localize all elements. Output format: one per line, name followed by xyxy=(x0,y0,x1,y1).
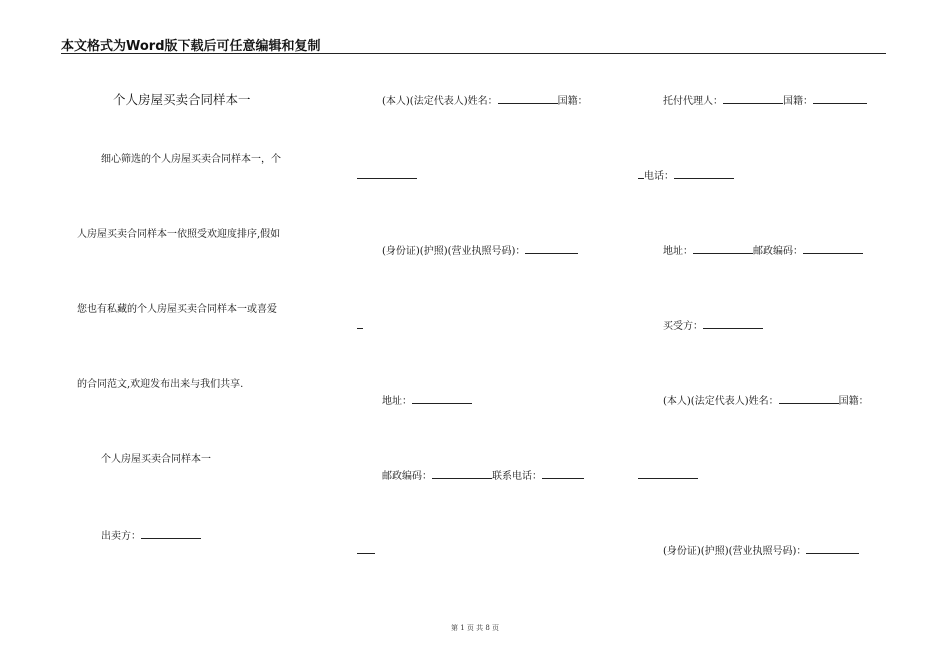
agent-phone-label: 电话： xyxy=(644,171,674,182)
intro-line-4: 的合同范文,欢迎发布出来与我们共享. xyxy=(77,379,244,390)
header-text: 本文格式为Word版下载后可任意编辑和复制 xyxy=(61,39,321,54)
seller-name-blank xyxy=(498,94,558,104)
seller-id-blank-cont xyxy=(357,319,363,329)
agent-nationality-blank xyxy=(813,94,867,104)
seller-nationality-blank xyxy=(357,169,417,179)
intro-line-2: 人房屋买卖合同样本一依照受欢迎度排序,假如 xyxy=(77,229,281,240)
seller-name-label: (本人)(法定代表人)姓名： xyxy=(382,96,498,107)
seller-id-row xyxy=(382,244,578,258)
seller-agent-blank xyxy=(723,94,783,104)
seller-address-label: 地址： xyxy=(382,396,412,407)
seller-name-row xyxy=(382,94,588,108)
buyer-nationality-label: 国籍： xyxy=(838,396,869,407)
intro-line-1: 细心筛选的个人房屋买卖合同样本一，个 xyxy=(101,154,281,165)
agent-address-label: 地址： xyxy=(663,246,693,257)
seller-blank xyxy=(141,529,201,539)
page-header xyxy=(61,35,886,54)
seller-agent-label: 托付代理人： xyxy=(663,96,723,107)
seller-phone-blank-cont xyxy=(357,544,375,554)
agent-address-row xyxy=(663,244,863,258)
buyer-row xyxy=(663,319,763,333)
buyer-id-row xyxy=(663,544,859,558)
seller-address-blank xyxy=(412,394,472,404)
seller-phone-label: 联系电话： xyxy=(492,471,542,482)
agent-address-blank xyxy=(693,244,753,254)
buyer-name-row xyxy=(663,394,869,408)
buyer-blank xyxy=(703,319,763,329)
seller-agent-row xyxy=(663,94,867,108)
buyer-name-blank xyxy=(779,394,839,404)
seller-postcode-label: 邮政编码： xyxy=(382,471,432,482)
seller-id-label: (身份证)(护照)(营业执照号码)： xyxy=(382,246,526,257)
seller-postcode-row xyxy=(382,469,584,483)
document-title: 个人房屋买卖合同样本一 xyxy=(113,92,251,107)
seller-postcode-blank xyxy=(432,469,492,479)
contract-subtitle: 个人房屋买卖合同样本一 xyxy=(101,454,211,465)
seller-row xyxy=(101,529,201,543)
buyer-label: 买受方： xyxy=(663,321,703,332)
buyer-nationality-row xyxy=(638,469,698,483)
seller-phone-blank xyxy=(542,469,584,479)
page-number-footer: 第 1 页 共 8 页 xyxy=(450,624,500,632)
seller-nationality-row xyxy=(357,169,417,183)
seller-phone-continue-row xyxy=(357,544,375,558)
seller-label: 出卖方： xyxy=(101,531,141,542)
seller-id-blank xyxy=(525,244,578,254)
agent-nationality-label: 国籍： xyxy=(783,96,813,107)
seller-nationality-label: 国籍： xyxy=(557,96,588,107)
seller-id-continue-row xyxy=(357,319,363,333)
agent-phone-row xyxy=(638,169,734,183)
buyer-nationality-blank xyxy=(638,469,698,479)
buyer-id-label: (身份证)(护照)(营业执照号码)： xyxy=(663,546,807,557)
agent-phone-blank xyxy=(674,169,734,179)
agent-postcode-label: 邮政编码： xyxy=(753,246,803,257)
agent-postcode-blank xyxy=(803,244,863,254)
intro-line-3: 您也有私藏的个人房屋买卖合同样本一或喜爱 xyxy=(77,304,277,315)
buyer-name-label: (本人)(法定代表人)姓名： xyxy=(663,396,779,407)
seller-address-row xyxy=(382,394,472,408)
buyer-id-blank xyxy=(806,544,859,554)
